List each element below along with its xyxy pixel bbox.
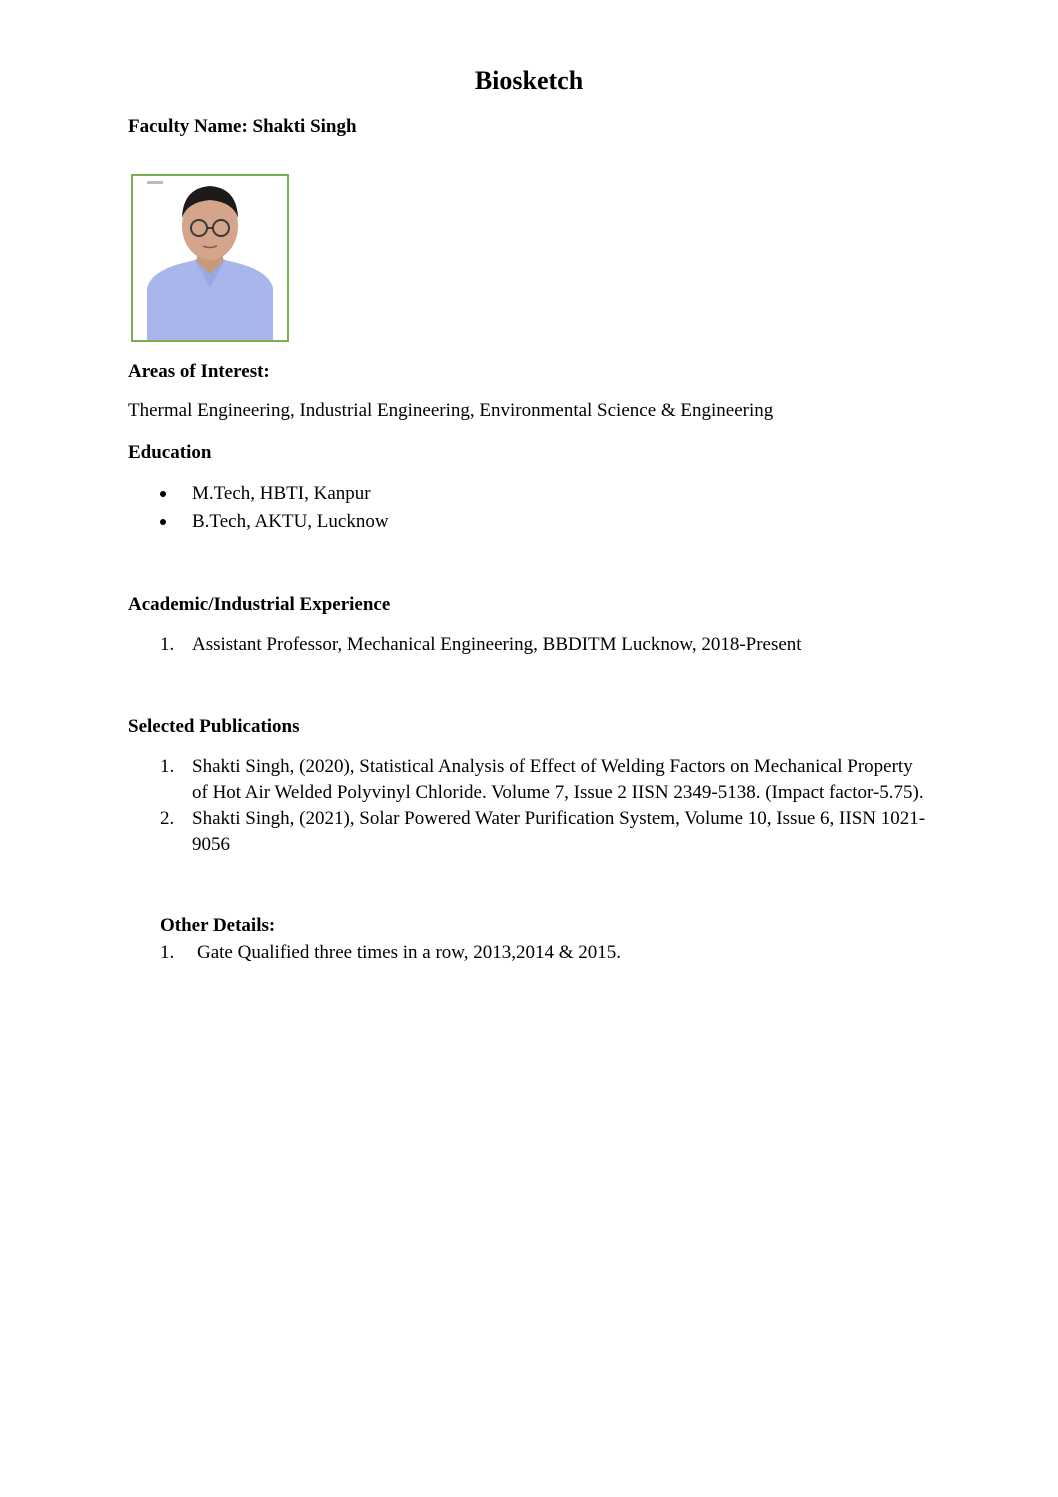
list-item: 1. Gate Qualified three times in a row, 2013,2014 & 2015. bbox=[160, 942, 622, 963]
experience-list bbox=[160, 632, 802, 658]
list-item: 1. Shakti Singh, (2020), Statistical Analysis of Effect of Welding Factors on Mechanical Property of Hot Air Welded Polyvinyl Chloride. Volume 7, Issue 2 IISN 2349-5138. (Impact factor-5.75). bbox=[160, 756, 924, 803]
portrait-image bbox=[133, 176, 287, 340]
areas-of-interest-text: Thermal Engineering, Industrial Engineering, Environmental Science & Engineering bbox=[128, 400, 774, 421]
list-item: 2. Shakti Singh, (2021), Solar Powered Water Purification System, Volume 10, Issue 6, IISN 1021-9056 bbox=[160, 808, 926, 855]
other-details-heading: Other Details: bbox=[160, 915, 276, 936]
other-details-list bbox=[160, 940, 621, 966]
bullet-icon bbox=[160, 519, 166, 525]
faculty-name: Faculty Name: Shakti Singh bbox=[128, 116, 357, 137]
experience-heading: Academic/Industrial Experience bbox=[128, 594, 391, 615]
areas-of-interest-heading: Areas of Interest: bbox=[128, 361, 270, 382]
page-title: Biosketch bbox=[474, 66, 584, 95]
education-list bbox=[160, 481, 389, 535]
list-item: 1. Assistant Professor, Mechanical Engineering, BBDITM Lucknow, 2018-Present bbox=[160, 634, 802, 655]
list-item: B.Tech, AKTU, Lucknow bbox=[160, 509, 389, 535]
publications-list bbox=[160, 754, 932, 858]
bullet-icon bbox=[160, 491, 166, 497]
education-heading: Education bbox=[128, 442, 212, 463]
publications-heading: Selected Publications bbox=[128, 716, 300, 737]
list-item: M.Tech, HBTI, Kanpur bbox=[160, 481, 389, 507]
faculty-photo bbox=[131, 174, 289, 342]
